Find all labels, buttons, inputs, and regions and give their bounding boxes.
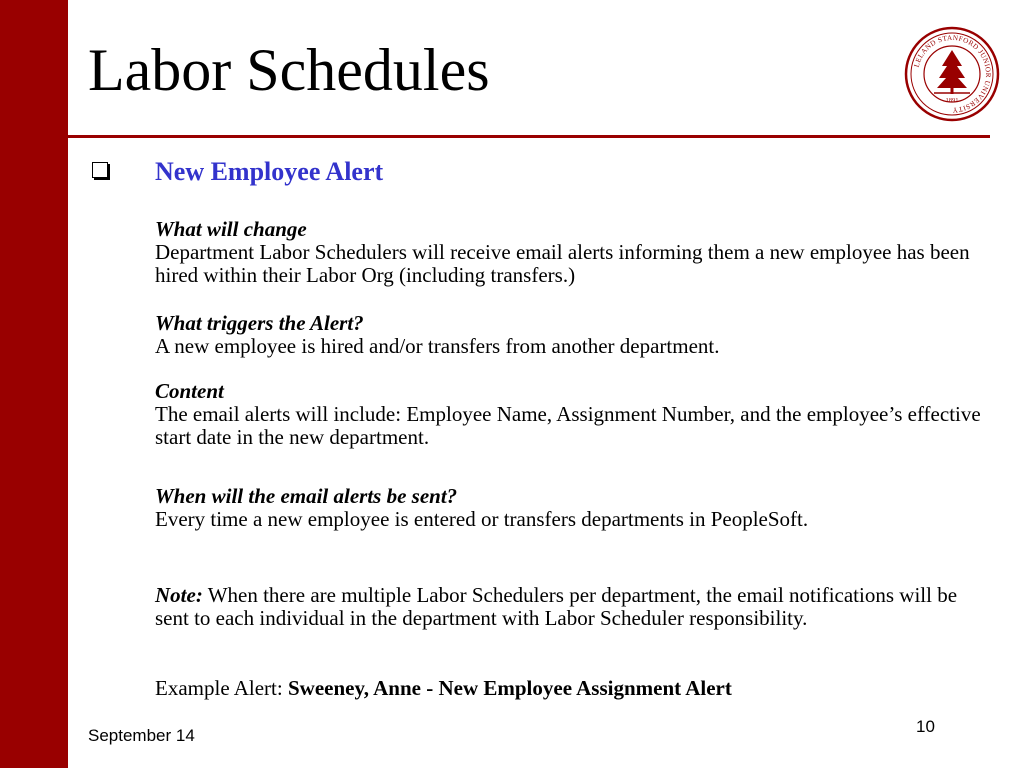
example-alert-label: Example Alert: xyxy=(155,676,283,700)
svg-text:LELAND STANFORD JUNIOR UNIVERS: LELAND STANFORD JUNIOR UNIVERSITY xyxy=(912,33,993,115)
what-will-change-text: Department Labor Schedulers will receive email alerts informing them a new employee has been hired within their Labor Org (including transfers.) xyxy=(155,240,970,287)
svg-text:1891: 1891 xyxy=(945,97,959,104)
note-label: Note: xyxy=(155,583,203,607)
what-triggers-block xyxy=(155,312,985,358)
example-alert-block xyxy=(155,677,985,700)
page-number: 10 xyxy=(916,717,935,736)
what-will-change-label: What will change xyxy=(155,217,307,241)
note-block xyxy=(155,584,985,630)
content-block xyxy=(155,380,985,449)
slide-title: Labor Schedules xyxy=(88,37,490,103)
content-text: The email alerts will include: Employee Name, Assignment Number, and the employee’s effective start date in the new department. xyxy=(155,402,981,449)
when-sent-label: When will the email alerts be sent? xyxy=(155,484,458,508)
section-heading: New Employee Alert xyxy=(155,157,384,186)
content-label: Content xyxy=(155,379,224,403)
example-alert-value: Sweeney, Anne - New Employee Assignment Alert xyxy=(287,676,732,700)
university-seal-logo xyxy=(904,26,1000,122)
left-accent-bar xyxy=(0,0,68,768)
what-will-change-block xyxy=(155,218,985,287)
what-triggers-text: A new employee is hired and/or transfers from another department. xyxy=(155,334,720,358)
what-triggers-label: What triggers the Alert? xyxy=(155,311,364,335)
when-sent-text: Every time a new employee is entered or transfers departments in PeopleSoft. xyxy=(155,507,809,531)
title-divider xyxy=(68,135,990,138)
hollow-square-bullet-icon xyxy=(92,162,108,178)
footer-date: September 14 xyxy=(88,726,195,745)
note-text: When there are multiple Labor Schedulers per department, the email notifications will be sent to each individual in the department with Labor Scheduler responsibility. xyxy=(155,583,958,630)
when-sent-block xyxy=(155,485,985,531)
